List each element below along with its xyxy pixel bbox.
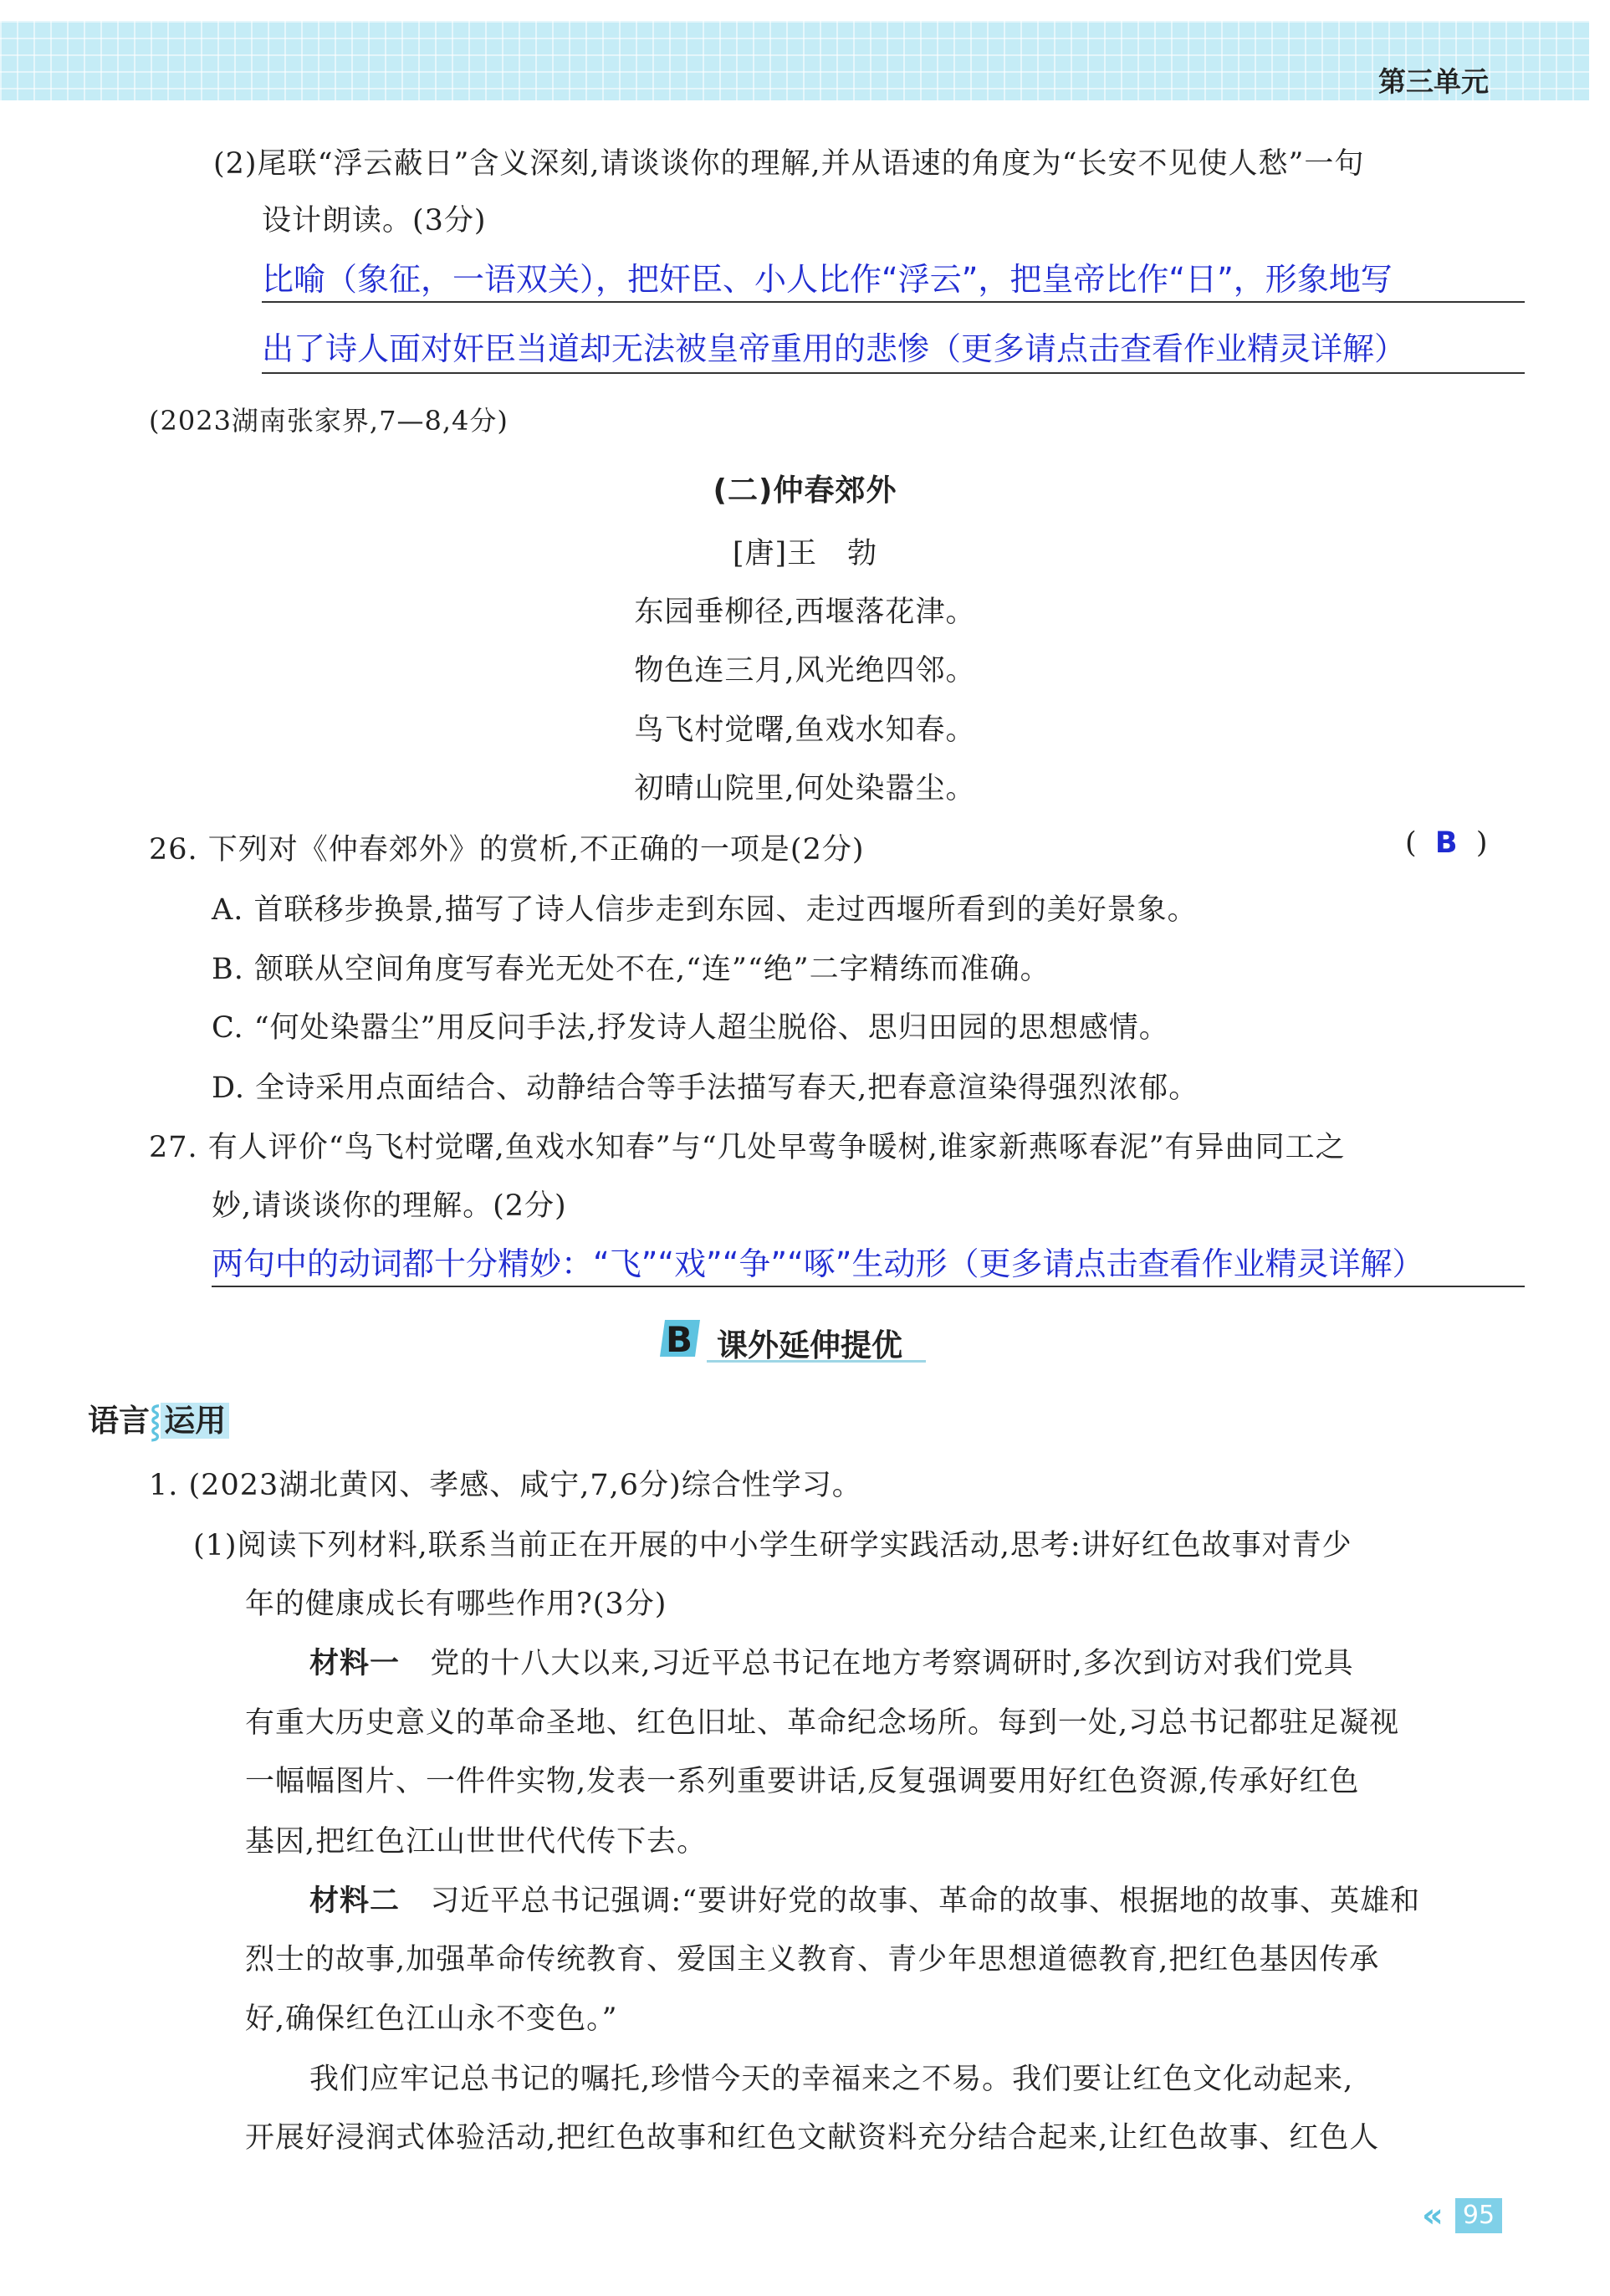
material2-label: 材料二 — [309, 1884, 401, 1918]
material1-line: 一幅幅图片、一件件实物,发表一系列重要讲话,反复强调要用好红色资源,传承好红色 — [245, 1765, 1360, 1798]
material2-line: 好,确保红色江山永不变色。” — [245, 2002, 618, 2036]
poem-line: 鸟飞村觉曙,鱼戏水知春。 — [634, 713, 976, 747]
material2-text: 习近平总书记强调:“要讲好党的故事、革命的故事、根据地的故事、英雄和 — [430, 1884, 1421, 1918]
q26-option-b: B. 颔联从空间角度写春光无处不在,“连”“绝”二字精练而准确。 — [212, 953, 1050, 986]
paragraph3-line: 开展好浸润式体验活动,把红色故事和红色文献资料充分结合起来,让红色故事、红色人 — [245, 2121, 1380, 2155]
answer-rule — [212, 1286, 1525, 1287]
q27-line1: 27. 有人评价“鸟飞村觉曙,鱼戏水知春”与“几处早莺争暖树,谁家新燕啄春泥”有异曲同工之 — [149, 1131, 1346, 1164]
q27-answer: 两句中的动词都十分精妙：“飞”“戏”“争”“啄”生动形（更多请点击查看作业精灵详解） — [212, 1245, 1424, 1282]
q26-answer-box: ( B ) — [1405, 826, 1488, 860]
q26-answer: B — [1434, 826, 1458, 860]
q2-line2: 设计朗读。(3分) — [262, 204, 487, 238]
q1-sub1-line1: (1)阅读下列材料,联系当前正在开展的中小学生研学实践活动,思考:讲好红色故事对青少 — [193, 1529, 1352, 1562]
page-number-badge — [1422, 2198, 1502, 2233]
unit-label: 第三单元 — [1378, 65, 1489, 98]
section-b-title: 课外延伸提优 — [717, 1327, 902, 1363]
q26-option-c: C. “何处染嚣尘”用反问手法,抒发诗人超尘脱俗、思归田园的思想感情。 — [212, 1011, 1169, 1045]
section-b-underline — [707, 1360, 926, 1363]
material1-line: 基因,把红色江山世世代代传下去。 — [245, 1825, 708, 1859]
q27-line2: 妙,请谈谈你的理解。(2分) — [212, 1189, 567, 1223]
q2-answer-line1: 比喻（象征，一语双关），把奸臣、小人比作“浮云”，把皇帝比作“日”，形象地写 — [262, 261, 1393, 298]
section-b-heading — [657, 1315, 941, 1365]
material2-line: 烈士的故事,加强革命传统教育、爱国主义教育、青少年思想道德教育,把红色基因传承 — [245, 1943, 1380, 1976]
section-b-letter: B — [665, 1319, 693, 1360]
q1-sub1-line2: 年的健康成长有哪些作用?(3分) — [245, 1588, 667, 1621]
q2-answer-line2: 出了诗人面对奸臣当道却无法被皇帝重用的悲惨（更多请点击查看作业精灵详解） — [262, 330, 1407, 367]
language-use-label: 语言⸾ 运用 — [88, 1395, 229, 1440]
q1-stem: 1. (2023湖北黄冈、孝感、咸宁,7,6分)综合性学习。 — [149, 1469, 862, 1502]
material1-label: 材料一 — [309, 1647, 401, 1680]
source-note: (2023湖南张家界,7—8,4分) — [149, 405, 509, 437]
material1-first-line — [309, 1640, 1354, 1682]
q26-stem: 26. 下列对《仲春郊外》的赏析,不正确的一项是(2分) — [149, 833, 865, 867]
poem-title: (二)仲春郊外 — [713, 473, 897, 508]
material1-line: 有重大历史意义的革命圣地、红色旧址、革命纪念场所。每到一处,习总书记都驻足凝视 — [245, 1706, 1400, 1740]
lang-label-a: 语言 — [88, 1403, 150, 1439]
poem-line: 初晴山院里,何处染嚣尘。 — [634, 772, 976, 805]
material2-first-line — [309, 1878, 1420, 1920]
section-b-badge — [657, 1315, 703, 1362]
lang-label-b: 运用 — [161, 1403, 229, 1439]
q2-line1: (2)尾联“浮云蔽日”含义深刻,请谈谈你的理解,并从语速的角度为“长安不见使人愁”一句 — [213, 147, 1365, 181]
poem-author: [唐]王 勃 — [732, 537, 878, 570]
q26-option-a: A. 首联移步换景,描写了诗人信步走到东园、走过西堰所看到的美好景象。 — [212, 893, 1198, 927]
chevron-left-icon: « — [1422, 2196, 1444, 2235]
poem-line: 东园垂柳径,西堰落花津。 — [634, 596, 976, 629]
page-number: 95 — [1455, 2198, 1502, 2233]
answer-rule — [262, 372, 1525, 374]
header-band — [0, 21, 1589, 100]
q26-option-d: D. 全诗采用点面结合、动静结合等手法描写春天,把春意渲染得强烈浓郁。 — [212, 1071, 1199, 1105]
paragraph3-line: 我们应牢记总书记的嘱托,珍惜今天的幸福来之不易。我们要让红色文化动起来, — [309, 2063, 1354, 2096]
answer-rule — [262, 301, 1525, 303]
material1-text: 党的十八大以来,习近平总书记在地方考察调研时,多次到访对我们党具 — [430, 1647, 1354, 1680]
poem-line: 物色连三月,风光绝四邻。 — [634, 654, 976, 688]
